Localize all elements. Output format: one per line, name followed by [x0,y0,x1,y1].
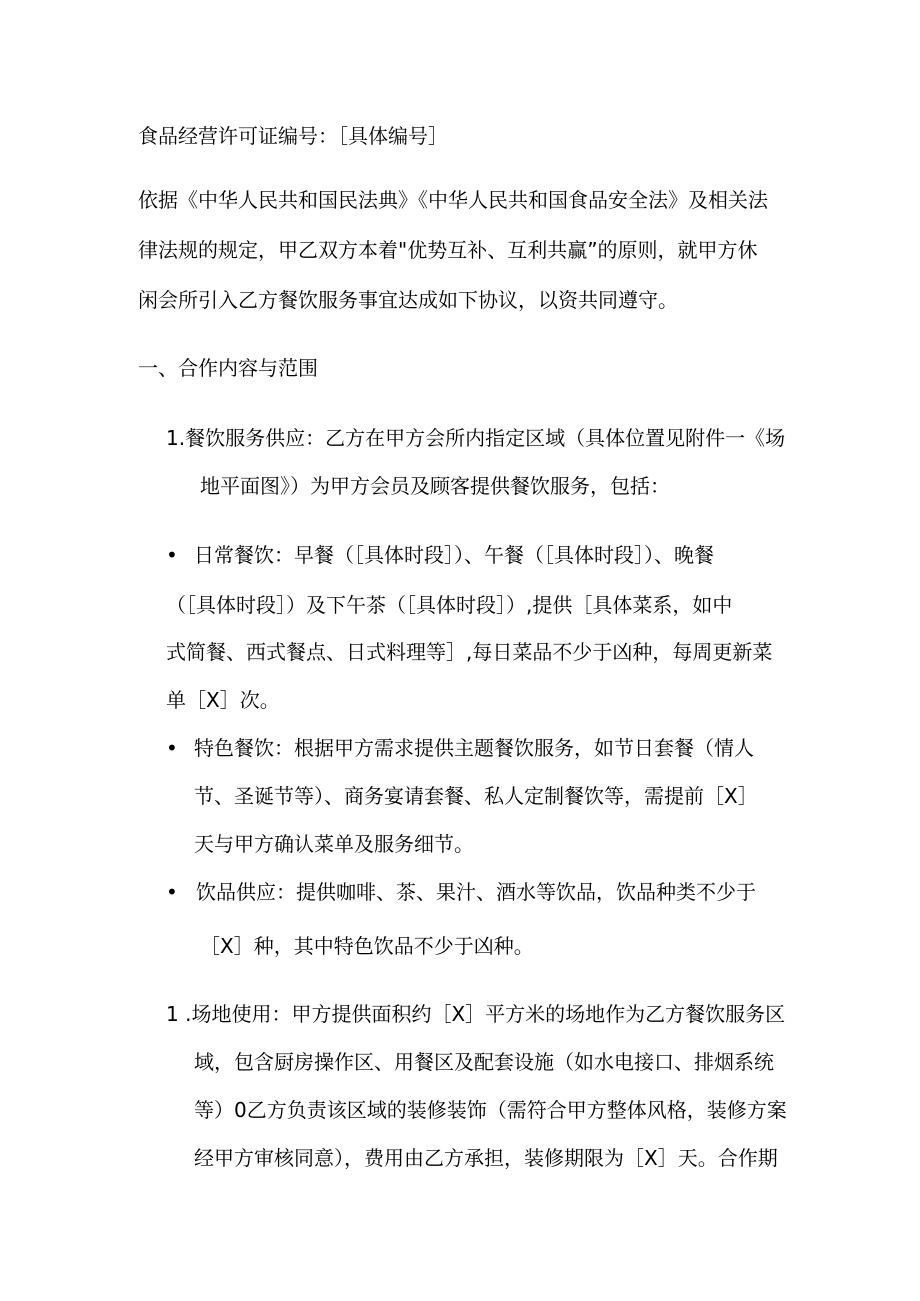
item-1-line-1: 1.餐饮服务供应：乙方在甲方会所内指定区域（具体位置见附件一《场 [166,426,786,450]
bullet-1-line-2: （［具体时段］）及下午茶（［具体时段］）,提供［具体菜系，如中 [166,593,733,617]
bullet-3-line-2: ［X］种，其中特色饮品不少于凶种。 [200,934,534,958]
item-2-line-2: 域，包含厨房操作区、用餐区及配套设施（如水电接口、排烟系统 [194,1050,774,1074]
bullet-marker: • [166,736,178,760]
license-number-line: 食品经营许可证编号：［具体编号］ [138,124,448,148]
bullet-2-line-1: 特色餐饮：根据甲方需求提供主题餐饮服务，如节日套餐（情人 [194,736,754,760]
bullet-1-line-1: 日常餐饮：早餐（［具体时段］）、午餐（［具体时段］）、晚餐 [194,543,714,567]
bullet-1-line-4: 单［X］次。 [166,688,280,712]
bullet-2-line-2: 节、圣诞节等）、商务宴请套餐、私人定制餐饮等，需提前［X］ [194,784,758,808]
item-2-line-3: 等）0乙方负责该区域的装修装饰（需符合甲方整体风格，装修方案 [194,1098,787,1122]
item-2-line-1: 1 .场地使用：甲方提供面积约［X］平方米的场地作为乙方餐饮服务区 [166,1002,786,1026]
section-1-heading: 一、合作内容与范围 [138,356,318,380]
bullet-marker: • [166,543,178,567]
preamble-line-1: 依据《中华人民共和国民法典》《中华人民共和国食品安全法》及相关法 [138,188,768,212]
bullet-marker: • [166,880,178,904]
preamble-line-3: 闲会所引入乙方餐饮服务事宜达成如下协议，以资共同遵守。 [138,288,678,312]
item-2-line-4: 经甲方审核同意），费用由乙方承担，装修期限为［X］天。合作期 [194,1146,778,1170]
bullet-3-line-1: 饮品供应：提供咖啡、茶、果汁、酒水等饮品，饮品种类不少于 [196,880,756,904]
bullet-1-line-3: 式简餐、西式餐点、日式料理等］,每日菜品不少于凶种，每周更新菜 [166,640,773,664]
preamble-line-2: 律法规的规定，甲乙双方本着"优势互补、互利共赢”的原则，就甲方休 [138,238,758,262]
bullet-2-line-3: 天与甲方确认菜单及服务细节。 [194,832,474,856]
item-1-line-2: 地平面图》）为甲方会员及顾客提供餐饮服务，包括： [200,474,670,498]
